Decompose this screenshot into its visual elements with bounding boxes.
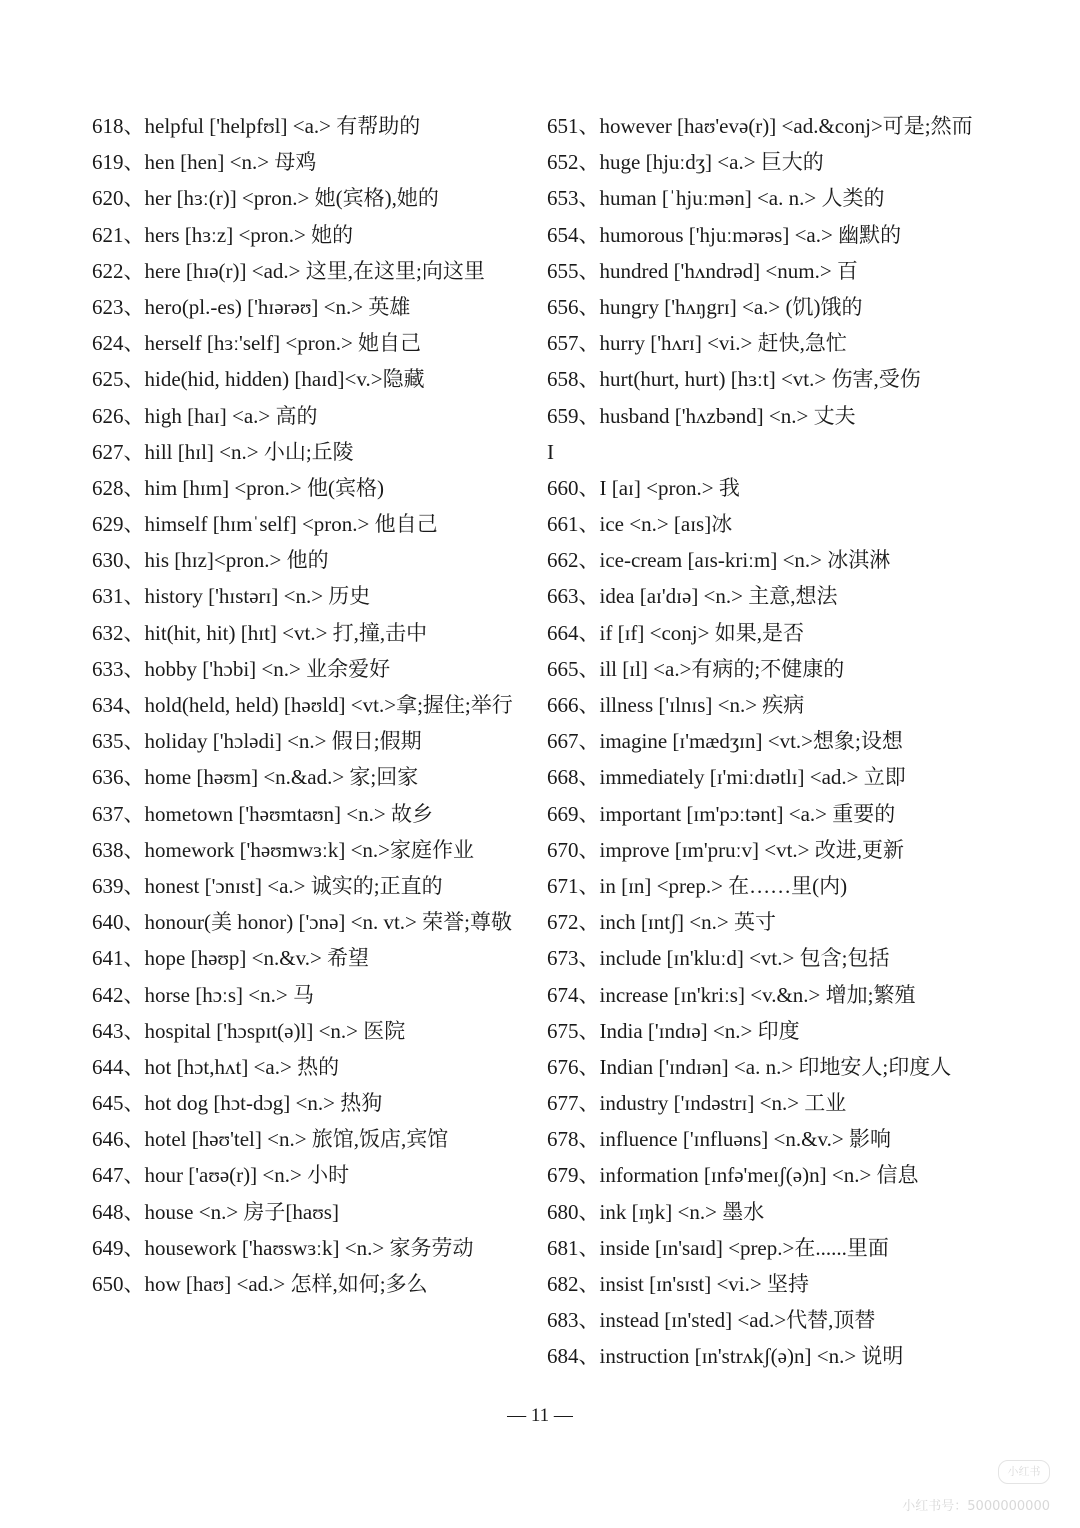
entry-number: 629	[92, 512, 124, 537]
entry-separator: 、	[578, 765, 600, 790]
entry-number: 667	[547, 729, 579, 754]
vocab-entry	[92, 542, 512, 578]
vocab-entry	[92, 289, 512, 325]
vocab-entry	[547, 1085, 992, 1121]
entry-text: hospital ['hɔspɪt(ə)l] <n.> 医院	[144, 1018, 406, 1043]
entry-text: housework ['haʊswɜːk] <n.> 家务劳动	[144, 1235, 474, 1260]
entry-separator: 、	[578, 548, 600, 573]
entry-text: if [ɪf] <conj> 如果,是否	[599, 620, 804, 645]
vocab-entry	[547, 723, 992, 759]
vocab-entry	[92, 578, 512, 614]
entry-number: 670	[547, 837, 579, 862]
entry-separator: 、	[123, 693, 145, 717]
vocab-entry	[92, 759, 512, 795]
entry-separator: 、	[578, 946, 600, 971]
entry-text: huge [hjuːdʒ] <a.> 巨大的	[599, 150, 824, 175]
entry-text: homework ['həʊmwɜːk] <n.>家庭作业	[144, 837, 475, 862]
entry-text: hometown ['həʊmtaʊn] <n.> 故乡	[144, 801, 433, 826]
entry-number: 672	[547, 910, 579, 935]
entry-text: history ['hɪstərɪ] <n.> 历史	[144, 584, 371, 609]
entry-separator: 、	[578, 620, 600, 645]
entry-separator: 、	[123, 222, 145, 247]
page-number: — 11 —	[507, 1405, 573, 1426]
vocab-entry	[92, 651, 512, 687]
vocab-entry	[547, 1157, 992, 1193]
entry-text: horse [hɔːs] <n.> 马	[144, 982, 314, 1007]
vocab-entry	[92, 434, 512, 470]
entry-separator: 、	[123, 982, 145, 1007]
vocab-entry	[92, 1230, 512, 1266]
entry-number: 650	[92, 1272, 124, 1296]
entry-text: ill [ɪl] <a.>有病的;不健康的	[599, 656, 845, 681]
entry-number: 622	[92, 258, 124, 283]
entry-text: hundred ['hʌndrəd] <num.> 百	[599, 258, 858, 283]
entry-separator: 、	[123, 620, 145, 645]
vocab-entry	[547, 253, 992, 289]
vocab-entry	[92, 325, 512, 361]
entry-text: humorous ['hjuːmərəs] <a.> 幽默的	[599, 222, 902, 247]
entry-separator: 、	[578, 294, 600, 319]
entry-text: hen [hen] <n.> 母鸡	[144, 150, 317, 175]
entry-separator: 、	[578, 1199, 600, 1224]
vocab-entry	[92, 1194, 512, 1230]
vocab-entry	[547, 759, 992, 795]
entry-separator: 、	[578, 1235, 600, 1260]
vocab-entry	[92, 687, 512, 723]
entry-number: 642	[92, 982, 124, 1007]
entry-separator: 、	[578, 258, 600, 283]
entry-text: ice-cream [aɪs-kriːm] <n.> 冰淇淋	[599, 548, 891, 573]
entry-separator: 、	[123, 837, 145, 862]
entry-number: 632	[92, 620, 124, 645]
vocab-entry	[92, 1266, 512, 1302]
vocab-entry	[547, 578, 992, 614]
entry-number: 635	[92, 729, 124, 754]
entry-number: 638	[92, 837, 124, 862]
entry-text: idea [aɪ'dɪə] <n.> 主意,想法	[599, 584, 838, 609]
entry-number: 656	[547, 294, 579, 319]
entry-separator: 、	[123, 1018, 145, 1043]
entry-text: holiday ['hɔlədi] <n.> 假日;假期	[144, 729, 422, 754]
entry-text: here [hɪə(r)] <ad.> 这里,在这里;向这里	[144, 258, 485, 283]
entry-separator: 、	[123, 403, 145, 428]
vocab-entry	[547, 615, 992, 651]
entry-text: human [ˈhjuːmən] <a. n.> 人类的	[599, 186, 885, 211]
entry-text: hurt(hurt, hurt) [hɜːt] <vt.> 伤害,受伤	[599, 367, 921, 392]
entry-number: 676	[547, 1054, 579, 1079]
entry-number: 627	[92, 439, 124, 464]
vocab-entry	[547, 940, 992, 976]
vocab-entry	[92, 217, 512, 253]
entry-number: 657	[547, 331, 579, 356]
vocab-entry	[92, 723, 512, 759]
entry-separator: 、	[123, 765, 145, 790]
entry-separator: 、	[123, 584, 145, 609]
entry-number: 648	[92, 1199, 124, 1224]
entry-number: 675	[547, 1018, 579, 1043]
vocab-entry	[547, 180, 992, 216]
entry-separator: 、	[123, 1054, 145, 1079]
vocab-entry	[547, 108, 992, 144]
left-column	[92, 108, 512, 1302]
entry-number: 620	[92, 186, 124, 211]
entry-separator: 、	[578, 367, 600, 392]
entry-number: 673	[547, 946, 579, 971]
entry-text: India ['ɪndɪə] <n.> 印度	[599, 1018, 800, 1043]
entry-number: 640	[92, 910, 124, 935]
entry-separator: 、	[123, 873, 145, 898]
entry-number: 679	[547, 1163, 579, 1188]
entry-separator: 、	[578, 186, 600, 211]
entry-number: 663	[547, 584, 579, 609]
entry-number: 674	[547, 982, 579, 1007]
vocab-entry	[92, 506, 512, 542]
entry-text: hope [həʊp] <n.&v.> 希望	[144, 946, 370, 971]
entry-text: immediately [ɪ'miːdɪətlɪ] <ad.> 立即	[599, 765, 906, 790]
entry-text: increase [ɪn'kriːs] <v.&n.> 增加;繁殖	[599, 982, 916, 1007]
entry-text: hotel [həʊ'tel] <n.> 旅馆,饭店,宾馆	[144, 1127, 449, 1152]
vocab-entry	[92, 1121, 512, 1157]
entry-text: I [aɪ] <pron.> 我	[599, 475, 740, 500]
entry-number: 636	[92, 765, 124, 790]
entry-text: hold(held, held) [həʊld] <vt.>拿;握住;举行	[144, 693, 513, 717]
vocab-entry	[547, 470, 992, 506]
entry-separator: 、	[578, 1018, 600, 1043]
entry-text: ink [ɪŋk] <n.> 墨水	[599, 1199, 765, 1224]
vocab-entry	[547, 832, 992, 868]
vocab-entry	[547, 398, 992, 434]
entry-number: 677	[547, 1091, 579, 1116]
vocab-entry	[547, 1013, 992, 1049]
entry-number: 618	[92, 114, 124, 138]
entry-separator: 、	[123, 439, 145, 464]
entry-text: in [ɪn] <prep.> 在……里(内)	[599, 873, 848, 898]
entry-separator: 、	[123, 729, 145, 754]
entry-text: her [hɜː(r)] <pron.> 她(宾格),她的	[144, 186, 439, 211]
entry-separator: 、	[123, 331, 145, 356]
entry-text: inch [ɪntʃ] <n.> 英寸	[599, 910, 776, 935]
entry-separator: 、	[123, 512, 145, 537]
entry-number: 624	[92, 331, 124, 356]
entry-number: 659	[547, 403, 579, 428]
entry-text: however [haʊ'evə(r)] <ad.&conj>可是;然而	[599, 114, 973, 138]
entry-text: hero(pl.-es) ['hɪərəʊ] <n.> 英雄	[144, 294, 411, 319]
entry-number: 655	[547, 258, 579, 283]
entry-number: 683	[547, 1308, 579, 1333]
section-letter	[547, 434, 992, 470]
vocab-entry	[92, 361, 512, 397]
vocab-entry	[547, 904, 992, 940]
vocab-entry	[547, 542, 992, 578]
entry-separator: 、	[578, 584, 600, 609]
entry-text: hide(hid, hidden) [haɪd]<v.>隐藏	[144, 367, 425, 392]
vocab-entry	[92, 904, 512, 940]
entry-separator: 、	[123, 1163, 145, 1188]
vocab-entry	[92, 1157, 512, 1193]
watermark-logo: 小红书	[998, 1460, 1050, 1484]
entry-text: high [haɪ] <a.> 高的	[144, 403, 318, 428]
entry-separator: 、	[123, 150, 145, 175]
entry-text: industry ['ɪndəstrɪ] <n.> 工业	[599, 1091, 847, 1116]
entry-separator: 、	[578, 222, 600, 247]
vocab-entry	[92, 796, 512, 832]
entry-number: 660	[547, 475, 579, 500]
entry-text: hit(hit, hit) [hɪt] <vt.> 打,撞,击中	[144, 620, 428, 645]
entry-separator: 、	[123, 367, 145, 392]
entry-separator: 、	[578, 475, 600, 500]
entry-separator: 、	[578, 512, 600, 537]
entry-number: 646	[92, 1127, 124, 1152]
entry-separator: 、	[123, 910, 145, 935]
entry-number: 634	[92, 693, 124, 717]
entry-number: 661	[547, 512, 579, 537]
vocab-entry	[547, 868, 992, 904]
vocab-entry	[92, 615, 512, 651]
vocab-entry	[547, 217, 992, 253]
entry-text: hot [hɔt,hʌt] <a.> 热的	[144, 1054, 340, 1079]
vocab-entry	[92, 868, 512, 904]
entry-text: Indian ['ɪndɪən] <a. n.> 印地安人;印度人	[599, 1054, 952, 1079]
entry-text: imagine [ɪ'mædʒɪn] <vt.>想象;设想	[599, 729, 903, 754]
entry-separator: 、	[578, 873, 600, 898]
entry-text: information [ɪnfə'meɪʃ(ə)n] <n.> 信息	[599, 1163, 919, 1188]
vocab-entry	[547, 289, 992, 325]
entry-separator: 、	[123, 1199, 145, 1224]
entry-text: house <n.> 房子[haʊs]	[144, 1199, 339, 1224]
entry-number: 664	[547, 620, 579, 645]
entry-separator: 、	[123, 1091, 145, 1116]
entry-number: 641	[92, 946, 124, 971]
entry-text: instruction [ɪn'strʌkʃ(ə)n] <n.> 说明	[599, 1344, 904, 1369]
entry-text: husband ['hʌzbənd] <n.> 丈夫	[599, 403, 856, 428]
entry-text: influence ['ɪnfluəns] <n.&v.> 影响	[599, 1127, 891, 1152]
entry-number: 628	[92, 475, 124, 500]
entry-text: helpful ['helpfʊl] <a.> 有帮助的	[144, 114, 421, 138]
vocab-entry	[92, 1013, 512, 1049]
entry-separator: 、	[578, 693, 600, 717]
entry-text: insist [ɪn'sɪst] <vi.> 坚持	[599, 1272, 809, 1296]
entry-separator: 、	[578, 1127, 600, 1152]
entry-separator: 、	[578, 331, 600, 356]
entry-number: 678	[547, 1127, 579, 1152]
entry-number: 681	[547, 1235, 579, 1260]
entry-separator: 、	[578, 1344, 600, 1369]
right-column	[547, 108, 992, 1375]
entry-separator: 、	[123, 656, 145, 681]
entry-separator: 、	[123, 258, 145, 283]
vocab-entry	[547, 361, 992, 397]
vocab-entry	[92, 253, 512, 289]
vocab-entry	[92, 1049, 512, 1085]
entry-text: improve [ɪm'pruːv] <vt.> 改进,更新	[599, 837, 905, 862]
entry-number: 653	[547, 186, 579, 211]
entry-separator: 、	[123, 801, 145, 826]
vocab-entry	[92, 398, 512, 434]
vocab-entry	[547, 977, 992, 1013]
entry-number: 625	[92, 367, 124, 392]
entry-number: 671	[547, 873, 579, 898]
entry-number: 649	[92, 1235, 124, 1260]
entry-number: 666	[547, 693, 579, 717]
entry-number: 619	[92, 150, 124, 175]
entry-number: 662	[547, 548, 579, 573]
entry-number: 623	[92, 294, 124, 319]
entry-separator: 、	[578, 837, 600, 862]
vocab-entry	[92, 832, 512, 868]
vocab-entry	[92, 1085, 512, 1121]
entry-number: 647	[92, 1163, 124, 1188]
entry-separator: 、	[578, 150, 600, 175]
entry-separator: 、	[578, 910, 600, 935]
entry-separator: 、	[578, 982, 600, 1007]
entry-separator: 、	[578, 1091, 600, 1116]
entry-separator: 、	[123, 1272, 145, 1296]
entry-text: inside [ɪn'saɪd] <prep.>在......里面	[599, 1235, 889, 1260]
entry-number: 651	[547, 114, 579, 138]
vocab-entry	[92, 144, 512, 180]
entry-number: 621	[92, 222, 124, 247]
entry-number: 668	[547, 765, 579, 790]
entry-text: hobby ['hɔbi] <n.> 业余爱好	[144, 656, 391, 681]
entry-separator: 、	[123, 475, 145, 500]
entry-separator: 、	[578, 801, 600, 826]
entry-text: hill [hɪl] <n.> 小山;丘陵	[144, 439, 354, 464]
vocab-entry	[547, 687, 992, 723]
entry-number: 682	[547, 1272, 579, 1296]
entry-number: 630	[92, 548, 124, 573]
entry-separator: 、	[578, 656, 600, 681]
vocab-entry	[547, 1266, 992, 1302]
entry-text: hour ['aʊə(r)] <n.> 小时	[144, 1163, 350, 1188]
vocab-entry	[547, 1302, 992, 1338]
entry-separator: 、	[578, 1308, 600, 1333]
entry-separator: 、	[123, 186, 145, 211]
entry-text: hers [hɜːz] <pron.> 她的	[144, 222, 354, 247]
entry-text: ice <n.> [aɪs]冰	[599, 512, 733, 537]
entry-text: illness ['ɪlnɪs] <n.> 疾病	[599, 693, 805, 717]
entry-text: himself [hɪmˈself] <pron.> 他自己	[144, 512, 438, 537]
watermark-id: 小红书号：5000000000	[902, 1499, 1050, 1514]
vocab-entry	[547, 325, 992, 361]
entry-number: 637	[92, 801, 124, 826]
vocab-entry	[547, 796, 992, 832]
vocab-entry	[92, 180, 512, 216]
entry-separator: 、	[123, 294, 145, 319]
entry-number: 684	[547, 1344, 579, 1369]
vocab-entry	[547, 1338, 992, 1374]
vocab-entry	[92, 470, 512, 506]
entry-text: instead [ɪn'sted] <ad.>代替,顶替	[599, 1308, 876, 1333]
entry-number: 639	[92, 873, 124, 898]
entry-text: him [hɪm] <pron.> 他(宾格)	[144, 475, 384, 500]
entry-separator: 、	[123, 1235, 145, 1260]
entry-number: 633	[92, 656, 124, 681]
entry-number: 658	[547, 367, 579, 392]
entry-separator: 、	[578, 403, 600, 428]
vocab-entry	[547, 1121, 992, 1157]
entry-number: 665	[547, 656, 579, 681]
entry-separator: 、	[123, 114, 145, 138]
entry-text: honest ['ɔnɪst] <a.> 诚实的;正直的	[144, 873, 443, 898]
vocab-entry	[92, 977, 512, 1013]
entry-number: 645	[92, 1091, 124, 1116]
entry-text: herself [hɜː'self] <pron.> 她自己	[144, 331, 422, 356]
vocab-entry	[547, 144, 992, 180]
entry-separator: 、	[578, 114, 600, 138]
vocab-entry	[547, 1049, 992, 1085]
entry-number: 631	[92, 584, 124, 609]
section-letter-text: I	[547, 439, 554, 464]
entry-text: hot dog [hɔt-dɔg] <n.> 热狗	[144, 1091, 383, 1116]
entry-number: 644	[92, 1054, 124, 1079]
entry-text: his [hɪz]<pron.> 他的	[144, 548, 329, 573]
entry-number: 626	[92, 403, 124, 428]
entry-text: how [haʊ] <ad.> 怎样,如何;多么	[144, 1272, 428, 1296]
entry-number: 669	[547, 801, 579, 826]
entry-text: home [həʊm] <n.&ad.> 家;回家	[144, 765, 419, 790]
entry-number: 652	[547, 150, 579, 175]
entry-separator: 、	[578, 1163, 600, 1188]
vocab-entry	[547, 1194, 992, 1230]
vocab-entry	[547, 651, 992, 687]
entry-text: hungry ['hʌŋgrɪ] <a.> (饥)饿的	[599, 294, 863, 319]
entry-number: 680	[547, 1199, 579, 1224]
entry-text: honour(美 honor) ['ɔnə] <n. vt.> 荣誉;尊敬	[144, 910, 512, 935]
vocab-entry	[92, 108, 512, 144]
vocab-entry	[92, 940, 512, 976]
entry-text: include [ɪn'kluːd] <vt.> 包含;包括	[599, 946, 890, 971]
entry-separator: 、	[123, 548, 145, 573]
entry-separator: 、	[123, 946, 145, 971]
entry-number: 654	[547, 222, 579, 247]
entry-separator: 、	[578, 729, 600, 754]
entry-separator: 、	[123, 1127, 145, 1152]
entry-text: hurry ['hʌrɪ] <vi.> 赶快,急忙	[599, 331, 847, 356]
entry-separator: 、	[578, 1272, 600, 1296]
entry-separator: 、	[578, 1054, 600, 1079]
vocab-entry	[547, 506, 992, 542]
entry-text: important [ɪm'pɔːtənt] <a.> 重要的	[599, 801, 896, 826]
vocab-entry	[547, 1230, 992, 1266]
entry-number: 643	[92, 1018, 124, 1043]
